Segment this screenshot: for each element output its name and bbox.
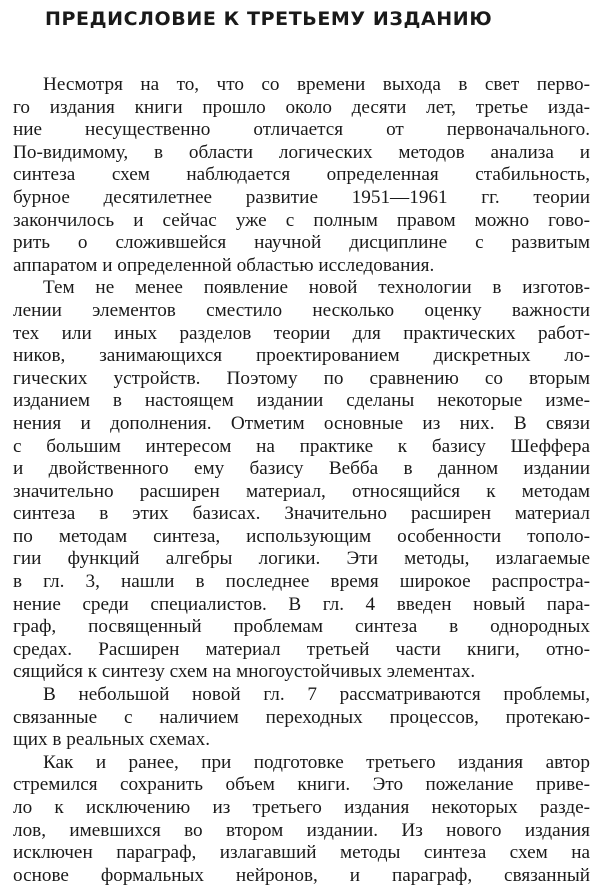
preface-heading: ПРЕДИСЛОВИЕ К ТРЕТЬЕМУ ИЗДАНИЮ (45, 8, 493, 30)
text-line: По-видимому, в области логических методов анализа и (13, 141, 590, 163)
text-line: средах. Расширен материал третьей части книги, отно- (13, 638, 590, 660)
text-line: стремился сохранить объем книги. Это пожелание приве- (13, 774, 590, 796)
paragraph-2 (13, 277, 590, 684)
text-line: основе формальных нейронов, и параграф, связанный (13, 864, 590, 886)
text-line: рить о сложившейся научной дисциплине с развитым (13, 232, 590, 254)
text-line: лов, имевшихся во втором издании. Из нового издания (13, 819, 590, 841)
text-line: в гл. 3, нашли в последнее время широкое распростра- (13, 571, 590, 593)
text-line: по методам синтеза, использующим особенности тополо- (13, 525, 590, 547)
text-line: с большим интересом на практике к базису Шеффера (13, 435, 590, 457)
text-line: значительно расширен материал, относящийся к методам (13, 480, 590, 502)
text-line: В небольшой новой гл. 7 рассматриваются проблемы, (43, 684, 590, 706)
text-line: закончилось и сейчас уже с полным правом можно гово- (13, 209, 590, 231)
text-line: изданием в настоящем издании сделаны некоторые изме- (13, 390, 590, 412)
text-line: и двойственного ему базису Вебба в данном издании (13, 458, 590, 480)
text-line: ло к исключению из третьего издания некоторых разде- (13, 797, 590, 818)
text-line: аппаратом и определенной областью исследования. (13, 254, 435, 276)
text-line: бурное десятилетнее развитие 1951—1961 гг. теории (13, 186, 590, 208)
text-line: граф, посвященный проблемам синтеза в однородных (13, 616, 590, 638)
text-line: исключен параграф, излагавший методы синтеза схем на (13, 842, 590, 864)
text-line: тех или иных разделов теории для практических работ- (13, 322, 590, 344)
text-line: гии функций алгебры логики. Эти методы, излагаемые (13, 548, 590, 570)
paragraph-3 (13, 684, 590, 752)
text-line: Несмотря на то, что со времени выхода в свет перво- (43, 74, 590, 95)
text-line: нение среди специалистов. В гл. 4 введен новый пара- (13, 593, 590, 615)
text-line: гических устройств. Поэтому по сравнению со вторым (13, 367, 590, 389)
text-line: ние несущественно отличается от первоначального. (13, 119, 590, 141)
preface-body (13, 74, 590, 887)
text-line: синтеза в этих базисах. Значительно расширен материал (13, 503, 590, 525)
text-line: синтеза схем наблюдается определенная стабильность, (13, 164, 590, 186)
text-line: связанные с наличием переходных процессов, протекаю- (13, 706, 590, 728)
paragraph-1 (13, 74, 590, 277)
text-line: Тем не менее появление новой технологии в изготов- (43, 277, 590, 299)
text-line: нения и дополнения. Отметим основные из них. В связи (13, 412, 590, 434)
text-line: сящийся к синтезу схем на многоустойчивых элементах. (13, 661, 476, 683)
paragraph-4 (13, 752, 590, 887)
text-line: Как и ранее, при подготовке третьего издания автор (43, 751, 590, 773)
text-line: щих в реальных схемах. (13, 729, 211, 751)
text-line: лении элементов сместило несколько оценку важности (13, 299, 590, 321)
text-line: го издания книги прошло около десяти лет, третье изда- (13, 96, 590, 118)
text-line: ников, занимающихся проектированием дискретных ло- (13, 345, 590, 367)
